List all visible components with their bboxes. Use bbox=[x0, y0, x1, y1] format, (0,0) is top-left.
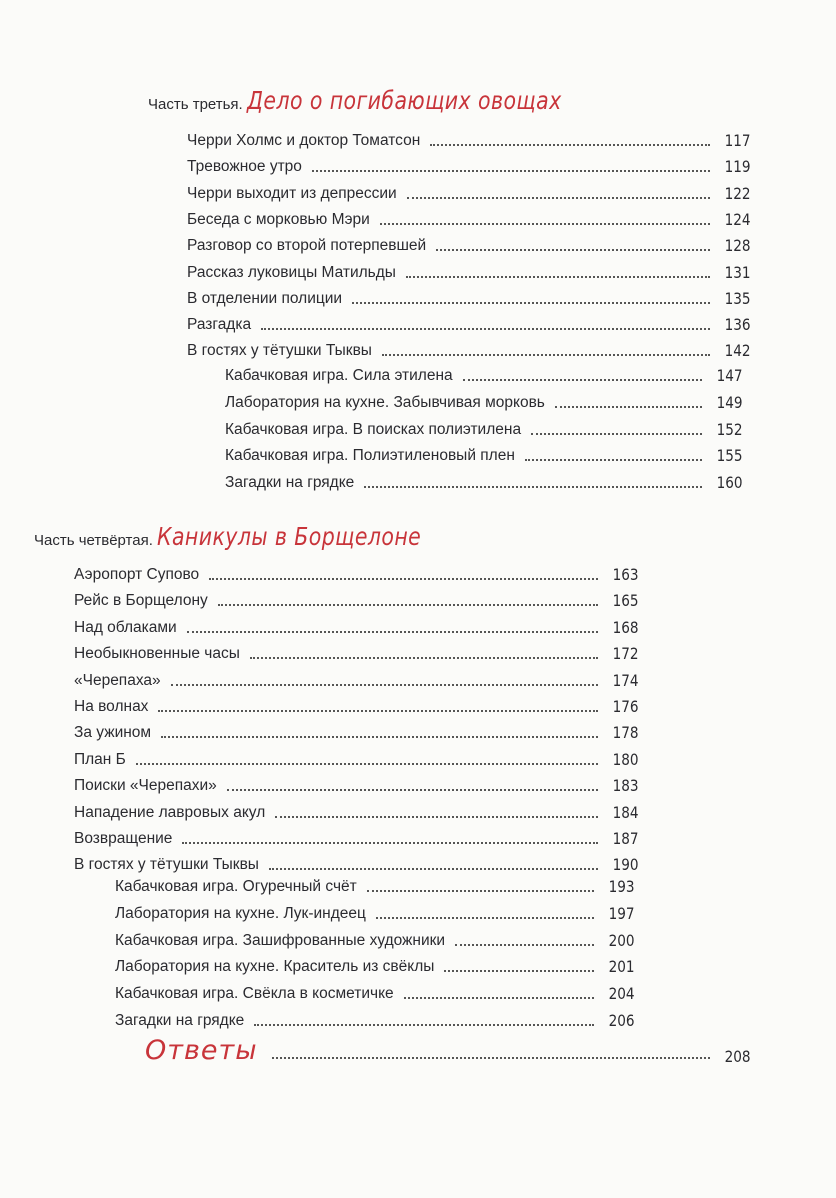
toc-entry-page-number: 136 bbox=[725, 315, 751, 335]
toc-entry-title: Разговор со второй потерпевшей bbox=[187, 237, 427, 255]
toc-entry[interactable] bbox=[115, 901, 635, 923]
dot-leader bbox=[218, 604, 599, 606]
toc-entry-title: Над облаками bbox=[74, 618, 177, 636]
toc-entry-title: Необыкновенные часы bbox=[74, 645, 240, 663]
toc-entry[interactable] bbox=[74, 720, 639, 742]
toc-entry-page-number: 176 bbox=[613, 697, 639, 716]
answers-title: Ответы bbox=[145, 1035, 258, 1066]
toc-entry[interactable] bbox=[225, 363, 743, 385]
dot-leader bbox=[463, 379, 703, 381]
dot-leader bbox=[531, 433, 702, 435]
toc-entry[interactable] bbox=[187, 181, 751, 203]
toc-entry-page-number: 172 bbox=[613, 644, 639, 664]
toc-entry[interactable] bbox=[74, 615, 639, 637]
toc-entry-title: Поиски «Черепахи» bbox=[74, 777, 217, 795]
toc-entry-page-number: 155 bbox=[717, 446, 743, 466]
toc-entry-page-number: 197 bbox=[609, 903, 635, 923]
dot-leader bbox=[272, 1057, 711, 1059]
toc-entry-page-number: 201 bbox=[609, 957, 635, 977]
part-four-label: Часть четвёртая. bbox=[34, 532, 153, 549]
toc-entry-title: В гостях у тётушки Тыквы bbox=[74, 856, 259, 874]
toc-entry-title: Лаборатория на кухне. Лук-индеец bbox=[115, 904, 366, 922]
toc-entry-title: В гостях у тётушки Тыквы bbox=[187, 342, 372, 360]
toc-entry-title: Кабачковая игра. Огуречный счёт bbox=[115, 878, 357, 895]
toc-entry-title: План Б bbox=[74, 750, 126, 768]
toc-entry-title: Разгадка bbox=[187, 316, 252, 334]
dot-leader bbox=[525, 459, 703, 461]
toc-entry-title: Загадки на грядке bbox=[115, 1012, 245, 1029]
toc-entry-page-number: 135 bbox=[725, 288, 751, 308]
toc-entry-title: Беседа с морковью Мэри bbox=[187, 210, 370, 228]
toc-entry-title: На волнах bbox=[74, 698, 149, 715]
dot-leader bbox=[161, 736, 598, 738]
dot-leader bbox=[407, 197, 711, 199]
dot-leader bbox=[158, 710, 598, 712]
toc-entry[interactable] bbox=[74, 800, 639, 822]
part-three-heading bbox=[148, 86, 631, 115]
dot-leader bbox=[455, 944, 594, 946]
toc-entry-page-number: 117 bbox=[725, 131, 751, 150]
toc-entry-page-number: 152 bbox=[717, 419, 743, 439]
toc-entry[interactable] bbox=[187, 286, 751, 308]
dot-leader bbox=[250, 657, 599, 659]
toc-entry[interactable] bbox=[225, 443, 743, 465]
toc-entry-title: «Черепаха» bbox=[74, 671, 161, 689]
toc-entry-title: Кабачковая игра. Зашифрованные художники bbox=[115, 931, 446, 949]
toc-entry-title: Кабачковая игра. Сила этилена bbox=[225, 367, 453, 384]
toc-entry[interactable] bbox=[74, 562, 639, 584]
toc-entry[interactable] bbox=[225, 390, 743, 412]
toc-entry-page-number: 149 bbox=[717, 392, 743, 412]
toc-entry-page-number: 160 bbox=[717, 473, 743, 493]
toc-entry-page-number: 119 bbox=[725, 157, 751, 177]
dot-leader bbox=[275, 816, 598, 818]
toc-entry-page-number: 184 bbox=[613, 802, 639, 822]
toc-entry-page-number: 204 bbox=[609, 984, 635, 1004]
toc-entry-title: Кабачковая игра. В поисках полиэтилена bbox=[225, 420, 522, 438]
toc-entry-page-number: 190 bbox=[613, 855, 639, 875]
dot-leader bbox=[376, 917, 595, 919]
dot-leader bbox=[364, 486, 702, 488]
toc-entry-page-number: 206 bbox=[609, 1011, 635, 1030]
toc-entry-title: Тревожное утро bbox=[187, 158, 302, 176]
toc-entry-title: Кабачковая игра. Свёкла в косметичке bbox=[115, 985, 394, 1003]
part-four-title: Каникулы в Борщелоне bbox=[157, 522, 422, 551]
dot-leader bbox=[269, 868, 599, 870]
dot-leader bbox=[367, 890, 595, 892]
toc-entry-page-number: 174 bbox=[613, 670, 639, 690]
dot-leader bbox=[254, 1024, 594, 1026]
dot-leader bbox=[444, 970, 594, 972]
toc-entry[interactable] bbox=[115, 874, 635, 896]
toc-entry[interactable] bbox=[115, 928, 635, 950]
dot-leader bbox=[136, 763, 599, 765]
toc-entry[interactable] bbox=[74, 588, 639, 610]
dot-leader bbox=[312, 170, 711, 172]
toc-entry-title: Рассказ луковицы Матильды bbox=[187, 263, 396, 281]
toc-entry-title: Рейс в Борщелону bbox=[74, 592, 208, 610]
toc-entry-title: Аэропорт Супово bbox=[74, 566, 200, 583]
toc-entry-page-number: 183 bbox=[613, 776, 639, 796]
dot-leader bbox=[555, 406, 703, 408]
toc-entry-page-number: 187 bbox=[613, 829, 639, 848]
toc-entry[interactable] bbox=[74, 773, 639, 795]
toc-entry-page-number: 128 bbox=[725, 236, 751, 256]
answers-entry[interactable] bbox=[145, 1034, 751, 1066]
toc-entry-page-number: 131 bbox=[725, 262, 751, 282]
toc-entry-page-number: 193 bbox=[609, 877, 635, 896]
dot-leader bbox=[171, 684, 599, 686]
toc-entry[interactable] bbox=[74, 747, 639, 769]
toc-entry[interactable] bbox=[187, 233, 751, 255]
toc-entry[interactable] bbox=[225, 470, 743, 492]
toc-entry-title: Лаборатория на кухне. Забывчивая морковь bbox=[225, 393, 545, 411]
toc-entry[interactable] bbox=[187, 154, 751, 176]
toc-entry-page-number: 178 bbox=[613, 723, 639, 743]
toc-entry-title: В отделении полиции bbox=[187, 289, 343, 307]
toc-entry[interactable] bbox=[115, 954, 635, 976]
dot-leader bbox=[352, 302, 710, 304]
part-three-label: Часть третья. bbox=[148, 96, 243, 113]
toc-entry[interactable] bbox=[74, 668, 639, 690]
toc-entry-page-number: 165 bbox=[613, 591, 639, 611]
toc-entry[interactable] bbox=[74, 826, 639, 848]
toc-entry[interactable] bbox=[115, 981, 635, 1003]
toc-entry-page-number: 163 bbox=[613, 565, 639, 584]
dot-leader bbox=[404, 997, 595, 999]
toc-entry-title: За ужином bbox=[74, 724, 152, 742]
dot-leader bbox=[430, 144, 710, 146]
toc-entry[interactable] bbox=[187, 260, 751, 282]
toc-entry[interactable] bbox=[74, 641, 639, 663]
part-three-title: Дело о погибающих овощах bbox=[247, 86, 562, 115]
toc-entry[interactable] bbox=[187, 312, 751, 334]
dot-leader bbox=[227, 789, 599, 791]
toc-entry-page-number: 180 bbox=[613, 749, 639, 769]
toc-entry-title: Нападение лавровых акул bbox=[74, 803, 266, 821]
dot-leader bbox=[261, 328, 710, 330]
toc-entry[interactable] bbox=[187, 207, 751, 229]
toc-entry-page-number: 124 bbox=[725, 209, 751, 229]
toc-entry[interactable] bbox=[187, 338, 751, 360]
dot-leader bbox=[182, 842, 598, 844]
toc-entry[interactable] bbox=[74, 694, 639, 716]
toc-entry-page-number: 147 bbox=[717, 366, 743, 385]
toc-entry-title: Черри Холмс и доктор Томатсон bbox=[187, 132, 421, 149]
toc-entry-title: Загадки на грядке bbox=[225, 474, 355, 492]
toc-entry-page-number: 200 bbox=[609, 930, 635, 950]
toc-entry[interactable] bbox=[74, 852, 639, 874]
toc-entry[interactable] bbox=[187, 128, 751, 150]
toc-entry-page-number: 122 bbox=[725, 183, 751, 203]
toc-entry-page-number: 142 bbox=[725, 341, 751, 361]
dot-leader bbox=[406, 276, 711, 278]
dot-leader bbox=[382, 354, 711, 356]
toc-entry-title: Черри выходит из депрессии bbox=[187, 184, 397, 202]
toc-entry-title: Кабачковая игра. Полиэтиленовый плен bbox=[225, 447, 515, 465]
dot-leader bbox=[380, 223, 711, 225]
answers-page-number: 208 bbox=[725, 1047, 751, 1066]
toc-entry-page-number: 168 bbox=[613, 617, 639, 637]
toc-entry-title: Возвращение bbox=[74, 830, 173, 847]
toc-entry[interactable] bbox=[115, 1008, 635, 1030]
toc-entry-title: Лаборатория на кухне. Краситель из свёклы bbox=[115, 958, 435, 976]
dot-leader bbox=[209, 578, 598, 580]
part-four-heading bbox=[34, 522, 480, 551]
toc-entry[interactable] bbox=[225, 417, 743, 439]
dot-leader bbox=[436, 249, 710, 251]
dot-leader bbox=[187, 631, 599, 633]
